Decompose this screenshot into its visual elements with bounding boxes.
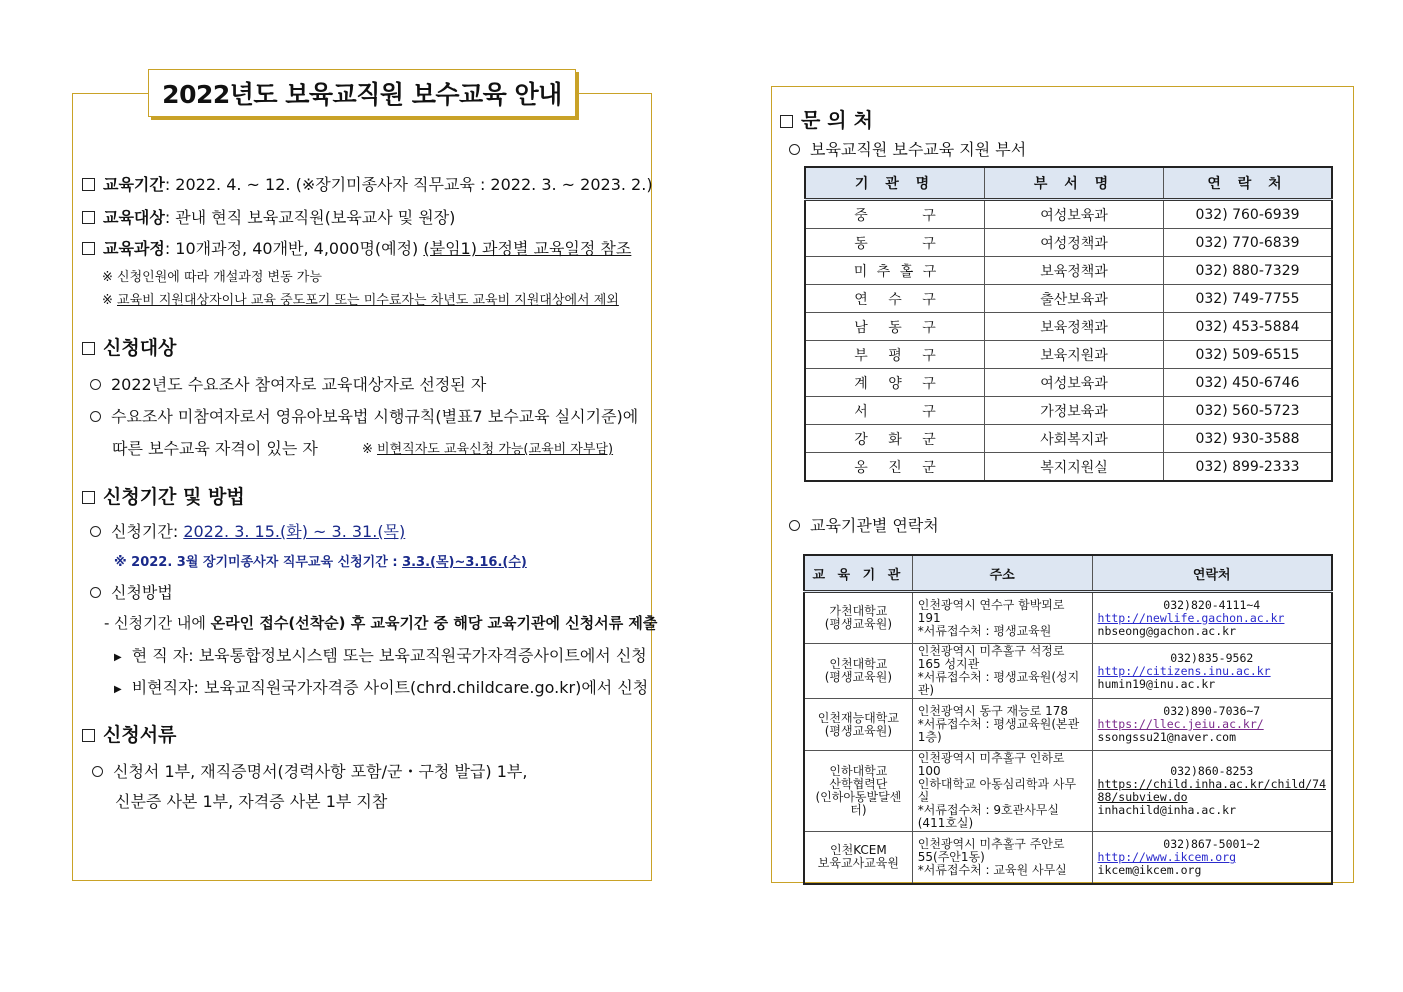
table-row	[805, 369, 1332, 397]
education-target	[82, 205, 455, 228]
address-line: 인천광역시 미추홀구 주안로55(주안1동)	[917, 836, 1065, 864]
apply-method-detail	[104, 612, 657, 633]
address-line: 인천광역시 동구 재능로 178	[917, 704, 1069, 718]
dept-cell: 보육지원과	[985, 341, 1164, 369]
org-cell: 옹 진 군	[805, 453, 985, 482]
contact-heading-text: 문 의 처	[801, 108, 873, 132]
long-term-dates: 3.3.(목)~3.16.(수)	[402, 555, 527, 570]
contact-cell	[1092, 644, 1332, 699]
documents-heading-text: 신청서류	[103, 724, 177, 746]
institution-subheading	[789, 513, 939, 536]
tel-number: 032)890-7036~7	[1163, 704, 1261, 718]
course-note-1: ※ 신청인원에 따라 개설과정 변동 가능	[102, 270, 322, 285]
apply-method-label: 신청방법	[111, 583, 173, 602]
email-address: humin19@inu.ac.kr	[1097, 676, 1216, 691]
institution-name-sub: (평생교육원)	[824, 723, 893, 738]
tel-cell: 032) 560-5723	[1164, 397, 1333, 425]
education-period-text: : 2022. 4. ~ 12. (※장기미종사자 직무교육 : 2022. 3. ~ 2023. 2.)	[164, 175, 653, 194]
apply-target-note-text: 비현직자도 교육신청 가능(교육비 자부담)	[377, 442, 614, 457]
course-note-2-text: 교육비 지원대상자이나 교육 중도포기 또는 미수료자는 차년도 교육비 지원대상에서 제외	[117, 293, 619, 308]
tel-number: 032)860-8253	[1170, 764, 1254, 778]
tel-cell: 032) 749-7755	[1164, 285, 1333, 313]
apply-target-item-2	[90, 404, 638, 427]
tel-cell: 032) 770-6839	[1164, 229, 1333, 257]
header-institution: 교 육 기 관	[804, 555, 912, 592]
triangle-bullet-icon: ▶	[114, 684, 122, 695]
table-header-row	[804, 555, 1332, 592]
dept-cell: 여성보육과	[985, 369, 1164, 397]
institution-name: 인천KCEM	[830, 843, 887, 858]
checkbox-square-icon	[82, 491, 95, 504]
address-cell	[912, 751, 1092, 832]
address-line: *서류접수처 : 평생교육원(성지관)	[917, 670, 1080, 697]
education-period-label: 교육기간	[103, 175, 165, 194]
address-line: 인하대학교 아동심리학과 사무실	[917, 777, 1077, 804]
note-mark: ※	[102, 293, 118, 308]
tel-cell: 032) 450-6746	[1164, 369, 1333, 397]
checkbox-square-icon	[780, 115, 793, 128]
apply-target-note	[362, 438, 613, 457]
dept-cell: 보육정책과	[985, 313, 1164, 341]
org-cell: 동 구	[805, 229, 985, 257]
address-cell	[912, 644, 1092, 699]
website-link[interactable]: http://newlife.gachon.ac.kr	[1097, 610, 1285, 625]
org-cell: 미 추 홀 구	[805, 257, 985, 285]
header-tel: 연 락 처	[1164, 167, 1333, 200]
dept-cell: 가정보육과	[985, 397, 1164, 425]
checkbox-square-icon	[82, 342, 95, 355]
apply-target-item-2-line-1: 수요조사 미참여자로서 영유아보육법 시행규칙(별표7 보수교육 실시기준)에	[111, 407, 639, 426]
org-cell: 계 양 구	[805, 369, 985, 397]
header-address: 주소	[912, 555, 1092, 592]
email-address: ikcem@ikcem.org	[1097, 862, 1202, 877]
apply-target-item-2-line-2: 따른 보수교육 자격이 있는 자	[112, 439, 318, 458]
contact-cell	[1092, 751, 1332, 832]
header-dept: 부 서 명	[985, 167, 1164, 200]
circle-bullet-icon	[789, 144, 800, 155]
circle-bullet-icon	[90, 411, 101, 422]
table-row	[805, 341, 1332, 369]
contact-cell	[1092, 699, 1332, 751]
circle-bullet-icon	[90, 379, 101, 390]
institution-name: 인하대학교	[829, 764, 888, 778]
address-line: 인천광역시 연수구 함박뫼로 191	[917, 597, 1065, 625]
apply-target-heading-text: 신청대상	[103, 337, 177, 359]
checkbox-square-icon	[82, 729, 95, 742]
website-link[interactable]: http://www.ikcem.org	[1097, 849, 1236, 864]
address-cell	[912, 592, 1092, 644]
table-header-row	[805, 167, 1332, 200]
current-staff-method	[114, 643, 647, 666]
table-row	[805, 200, 1332, 229]
course-schedule-reference: (붙임1) 과정별 교육일정 참조	[423, 239, 632, 258]
support-dept-subheading	[789, 137, 1026, 160]
checkbox-square-icon	[82, 178, 95, 191]
circle-bullet-icon	[90, 587, 101, 598]
support-dept-table	[804, 166, 1333, 482]
org-cell: 남 동 구	[805, 313, 985, 341]
email-address: nbseong@gachon.ac.kr	[1097, 623, 1236, 638]
institution-cell	[804, 751, 912, 832]
apply-target-heading	[82, 333, 176, 360]
institution-name-sub: (평생교육원)	[824, 617, 893, 631]
institution-cell	[804, 832, 912, 884]
table-row	[805, 425, 1332, 453]
institution-cell	[804, 592, 912, 644]
email-address: ssongssu21@naver.com	[1097, 730, 1236, 744]
website-link[interactable]: https://child.inha.ac.kr/child/74	[1097, 777, 1326, 791]
table-row	[805, 397, 1332, 425]
triangle-bullet-icon: ▶	[114, 652, 122, 663]
institution-name: 인천대학교	[829, 657, 888, 671]
education-course-label: 교육과정	[103, 239, 165, 258]
institution-subheading-text: 교육기관별 연락처	[810, 516, 939, 535]
contact-heading	[780, 104, 873, 133]
contact-cell	[1092, 832, 1332, 884]
address-line: 인천광역시 미추홀구 석정로 165 성지관	[917, 644, 1065, 671]
contact-cell	[1092, 592, 1332, 644]
dept-cell: 사회복지과	[985, 425, 1164, 453]
website-link[interactable]: http://citizens.inu.ac.kr	[1097, 663, 1271, 678]
website-link-continued[interactable]: 88/subview.do	[1097, 790, 1188, 804]
education-course-text: : 10개과정, 40개반, 4,000명(예정)	[164, 239, 424, 258]
long-term-note-text: ※ 2022. 3월 장기미종사자 직무교육 신청기간 :	[114, 555, 403, 570]
noncurrent-staff-method-text: 비현직자: 보육교직원국가자격증 사이트(chrd.childcare.go.kr)에서 신청	[131, 678, 649, 697]
institution-cell	[804, 699, 912, 751]
page-title: 2022년도 보육교직원 보수교육 안내	[148, 69, 576, 117]
address-line: 인천광역시 미추홀구 인하로 100	[917, 751, 1065, 778]
table-row	[804, 699, 1332, 751]
documents-heading	[82, 720, 176, 747]
documents-line-1	[92, 759, 527, 782]
documents-line-1-text: 신청서 1부, 재직증명서(경력사항 포함/군・구청 발급) 1부,	[113, 762, 528, 781]
education-target-text: : 관내 현직 보육교직원(보육교사 및 원장)	[164, 208, 456, 227]
support-dept-subheading-text: 보육교직원 보수교육 지원 부서	[810, 140, 1027, 159]
circle-bullet-icon	[789, 520, 800, 531]
org-cell: 중 구	[805, 200, 985, 229]
dept-cell: 출산보육과	[985, 285, 1164, 313]
education-period	[82, 172, 653, 195]
apply-method-detail-prefix: - 신청기간 내에	[104, 614, 211, 632]
apply-method-heading	[82, 482, 245, 509]
table-row	[804, 832, 1332, 884]
documents-line-2: 신분증 사본 1부, 자격증 사본 1부 지참	[115, 792, 388, 811]
institution-cell	[804, 644, 912, 699]
apply-period-label: 신청기간:	[111, 522, 184, 541]
institution-table	[803, 554, 1333, 885]
tel-cell: 032) 899-2333	[1164, 453, 1333, 482]
org-cell: 서 구	[805, 397, 985, 425]
email-address: inhachild@inha.ac.kr	[1097, 803, 1236, 817]
institution-name-sub: 보육교사교육원	[817, 856, 899, 871]
address-line: *서류접수처 : 평생교육원	[917, 623, 1052, 638]
dept-cell: 여성정책과	[985, 229, 1164, 257]
apply-target-item-1-text: 2022년도 수요조사 참여자로 교육대상자로 선정된 자	[111, 375, 487, 394]
note-mark: ※	[362, 442, 378, 457]
address-cell	[912, 832, 1092, 884]
tel-number: 032)867-5001~2	[1163, 836, 1261, 851]
org-cell: 부 평 구	[805, 341, 985, 369]
table-row	[804, 592, 1332, 644]
org-cell: 연 수 구	[805, 285, 985, 313]
table-row	[805, 453, 1332, 482]
apply-method-heading-text: 신청기간 및 방법	[103, 486, 245, 508]
address-line: *서류접수처 : 9호관사무실(411호실)	[917, 803, 1059, 830]
noncurrent-staff-method	[114, 675, 648, 698]
apply-target-item-1	[90, 372, 486, 395]
address-line: *서류접수처 : 평생교육원(본관1층)	[917, 717, 1080, 744]
institution-name: 가천대학교	[829, 604, 888, 618]
dept-cell: 보육정책과	[985, 257, 1164, 285]
table-row	[805, 229, 1332, 257]
tel-cell: 032) 509-6515	[1164, 341, 1333, 369]
checkbox-square-icon	[82, 211, 95, 224]
course-note-2	[102, 289, 619, 308]
tel-cell: 032) 930-3588	[1164, 425, 1333, 453]
checkbox-square-icon	[82, 242, 95, 255]
long-term-note	[114, 551, 527, 570]
tel-cell: 032) 453-5884	[1164, 313, 1333, 341]
current-staff-method-text: 현 직 자: 보육통합정보시스템 또는 보육교직원국가자격증사이트에서 신청	[131, 646, 647, 665]
table-row	[805, 285, 1332, 313]
circle-bullet-icon	[90, 526, 101, 537]
header-contact: 연락처	[1092, 555, 1332, 592]
table-row	[805, 257, 1332, 285]
dept-cell: 복지지원실	[985, 453, 1164, 482]
address-cell	[912, 699, 1092, 751]
table-row	[804, 751, 1332, 832]
tel-number: 032)835-9562	[1170, 650, 1254, 665]
institution-name: 인천재능대학교	[817, 710, 899, 725]
education-course	[82, 236, 631, 259]
institution-name-sub: (평생교육원)	[824, 670, 893, 684]
apply-period	[90, 519, 405, 542]
website-link[interactable]: https://llec.jeiu.ac.kr/	[1097, 717, 1264, 731]
tel-cell: 032) 760-6939	[1164, 200, 1333, 229]
table-row	[805, 313, 1332, 341]
apply-method	[90, 580, 173, 603]
circle-bullet-icon	[92, 766, 103, 777]
apply-method-detail-bold: 온라인 접수(선착순) 후 교육기간 중 해당 교육기관에 신청서류 제출	[210, 614, 658, 632]
org-cell: 강 화 군	[805, 425, 985, 453]
institution-name-sub: 산학협력단	[829, 777, 888, 791]
education-target-label: 교육대상	[103, 208, 165, 227]
tel-cell: 032) 880-7329	[1164, 257, 1333, 285]
dept-cell: 여성보육과	[985, 200, 1164, 229]
address-line: *서류접수처 : 교육원 사무실	[917, 862, 1067, 877]
tel-number: 032)820-4111~4	[1163, 597, 1261, 612]
table-row	[804, 644, 1332, 699]
header-org: 기 관 명	[805, 167, 985, 200]
institution-name-sub: (인하아동발달센터)	[815, 790, 902, 817]
apply-period-value: 2022. 3. 15.(화) ~ 3. 31.(목)	[183, 522, 406, 541]
